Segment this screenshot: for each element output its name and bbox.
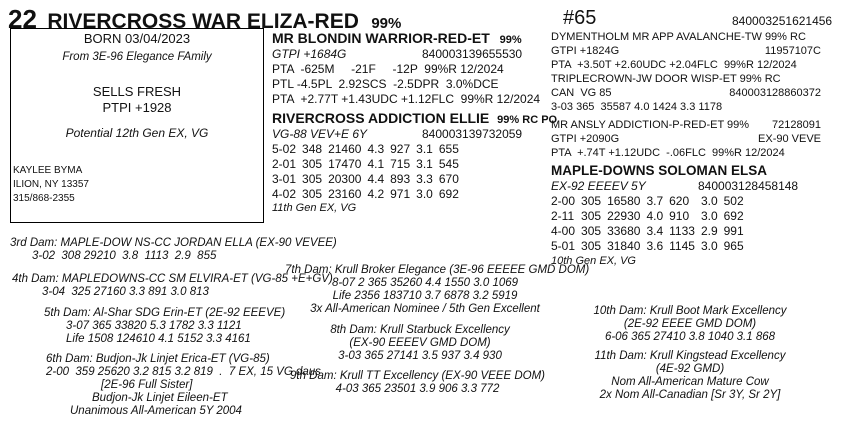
record-cell: 21460 xyxy=(328,142,362,156)
record-cell: 348 xyxy=(302,142,323,156)
record-cell: 3.1 xyxy=(416,157,433,171)
sire-pta-line-1: PTA -625M -21F -12P 99%R 12/2024 xyxy=(272,62,504,76)
sire-gtpi: GTPI +1684G xyxy=(272,47,347,61)
eleventh-dam-classification: (4E-92 GMD) xyxy=(655,363,725,375)
record-cell: 2-11 xyxy=(551,209,575,223)
record-cell: 31840 xyxy=(607,239,641,253)
catalog-number: #65 xyxy=(563,7,597,29)
record-cell: 4-02 xyxy=(272,187,297,201)
animal-percent: 99% xyxy=(371,15,402,32)
eighth-dam-record: 3-03 365 27141 3.5 937 3.4 930 xyxy=(338,350,502,362)
record-cell: 305 xyxy=(302,157,323,171)
sire-of-sire-registration: 11957107C xyxy=(764,45,821,57)
tenth-dam-classification: (2E-92 EEEE GMD DOM) xyxy=(623,318,757,330)
potential-line: Potential 12th Gen EX, VG xyxy=(65,126,209,140)
record-cell: 4.2 xyxy=(367,187,385,201)
record-cell: 1145 xyxy=(669,239,695,253)
fifth-dam-lifetime: Life 1508 124610 4.1 5152 3.3 4161 xyxy=(66,333,251,345)
record-cell: 305 xyxy=(581,209,602,223)
dam-of-sire-name: TRIPLECROWN-JW DOOR WISP-ET xyxy=(551,73,737,85)
record-cell: 305 xyxy=(581,239,602,253)
tenth-dam-name: 10th Dam: Krull Boot Mark Excellency xyxy=(593,305,787,317)
sire-block xyxy=(272,30,540,107)
record-cell: 4.0 xyxy=(646,209,664,223)
dam-of-dam-generation: 10th Gen EX, VG xyxy=(551,255,636,267)
record-cell: 991 xyxy=(723,224,744,238)
record-cell: 1133 xyxy=(669,224,695,238)
sire-of-sire-gtpi: GTPI +1824G xyxy=(551,45,620,57)
dam-of-sire-classification: CAN VG 85 xyxy=(551,87,612,99)
record-cell: 502 xyxy=(723,194,744,208)
fifth-dam xyxy=(44,307,285,346)
consignor-info xyxy=(13,164,89,206)
eighth-dam-name: 8th Dam: Krull Starbuck Excellency xyxy=(330,324,510,336)
record-cell: 3.0 xyxy=(416,187,433,201)
third-dam-record: 3-02 308 29210 3.8 1113 2.9 855 xyxy=(32,250,217,262)
record-cell: 5-01 xyxy=(551,239,576,253)
lot-number: 22 xyxy=(8,4,37,34)
record-cell: 305 xyxy=(302,187,323,201)
sire-of-sire-pta: PTA +3.50T +2.60UDC +2.04FLC 99%R 12/2024 xyxy=(551,59,797,71)
sire-of-dam-suffix: 99% xyxy=(727,119,750,131)
record-cell: 4.4 xyxy=(367,172,385,186)
dam-name: RIVERCROSS ADDICTION ELLIE xyxy=(272,110,490,126)
record-cell: 715 xyxy=(390,157,411,171)
sire-of-sire-name: DYMENTHOLM MR APP AVALANCHE-TW xyxy=(551,31,762,43)
seventh-dam-honor: 3x All-American Nominee / 5th Gen Excellent xyxy=(310,303,540,315)
record-cell: 3.6 xyxy=(646,239,664,253)
record-cell: 20300 xyxy=(328,172,362,186)
third-dam-name: 3rd Dam: MAPLE-DOW NS-CC JORDAN ELLA (EX-90 VEVEE) xyxy=(10,237,337,249)
fifth-dam-name: 5th Dam: Al-Shar SDG Erin-ET (2E-92 EEEVE) xyxy=(44,307,286,319)
record-cell: 2.9 xyxy=(700,224,718,238)
dam-of-sire-suffix: 99% RC xyxy=(739,73,781,85)
seventh-dam xyxy=(285,264,590,316)
record-row xyxy=(272,172,465,187)
tenth-dam xyxy=(580,305,800,344)
sire-of-dam-name: MR ANSLY ADDICTION-P-RED-ET xyxy=(551,119,724,131)
sire-name: MR BLONDIN WARRIOR-RED-ET xyxy=(272,30,490,46)
record-cell: 971 xyxy=(390,187,411,201)
fourth-dam-name: 4th Dam: MAPLEDOWNS-CC SM ELVIRA-ET (VG-85 +E+GV) xyxy=(12,273,333,285)
record-cell: 3.7 xyxy=(646,194,664,208)
third-dam xyxy=(10,237,337,263)
seventh-dam-name: 7th Dam: Krull Broker Elegance (3E-96 EEEEE GMD DOM) xyxy=(285,264,590,276)
record-cell: 305 xyxy=(581,194,602,208)
seventh-dam-record: 8-07 2 365 35260 4.4 1550 3.0 1069 xyxy=(331,277,519,289)
sixth-dam-full-sister-label: [2E-96 Full Sister] xyxy=(101,379,193,391)
consignor-phone: 315/868-2355 xyxy=(13,193,75,204)
record-cell: 33680 xyxy=(607,224,641,238)
eighth-dam xyxy=(295,324,545,363)
dam-registration: 840003139732059 xyxy=(422,127,523,141)
ninth-dam-name: 9th Dam: Krull TT Excellency (EX-90 VEEE DOM) xyxy=(290,370,545,382)
record-cell: 692 xyxy=(723,209,744,223)
record-row xyxy=(551,194,750,209)
record-cell: 927 xyxy=(390,142,411,156)
eleventh-dam-name: 11th Dam: Krull Kingstead Excellency xyxy=(594,350,786,362)
sixth-dam-record: 2-00 359 25620 3.2 815 3.2 819 . 7 EX, 15 VG daus xyxy=(46,366,321,378)
lot-info-box xyxy=(10,28,264,223)
family-line: From 3E-96 Elegance FAmily xyxy=(62,51,212,63)
record-cell: 16580 xyxy=(607,194,641,208)
record-row xyxy=(272,157,465,172)
record-row xyxy=(272,187,465,202)
eleventh-dam xyxy=(580,350,800,402)
fifth-dam-record: 3-07 365 33820 5.3 1782 3.3 1121 xyxy=(66,320,242,332)
ptpi-value: PTPI +1928 xyxy=(102,100,172,115)
sire-registration: 840003139655530 xyxy=(422,47,523,61)
record-cell: 4-00 xyxy=(551,224,576,238)
born-date: BORN 03/04/2023 xyxy=(83,31,191,46)
sire-pta-line-2: PTL -4.5PL 2.92SCS -2.5DPR 3.0%DCE xyxy=(272,77,499,91)
record-cell: 620 xyxy=(669,194,690,208)
record-cell: 5-02 xyxy=(272,142,297,156)
dam-of-dam-records-table xyxy=(551,194,750,254)
record-row xyxy=(272,142,465,157)
record-cell: 3.0 xyxy=(700,194,718,208)
record-cell: 3.1 xyxy=(416,142,433,156)
right-pedigree xyxy=(551,30,847,268)
ninth-dam-record: 4-03 365 23501 3.9 906 3.3 772 xyxy=(335,383,500,395)
sire-of-dam-gtpi: GTPI +2090G xyxy=(551,133,620,145)
sire-of-dam-classification: EX-90 VEVE xyxy=(758,133,821,145)
record-cell: 305 xyxy=(302,172,323,186)
tenth-dam-record: 6-06 365 27410 3.8 1040 3.1 868 xyxy=(604,331,776,343)
animal-name: RIVERCROSS WAR ELIZA-RED xyxy=(47,10,359,33)
dam-of-dam-name: MAPLE-DOWNS SOLOMAN ELSA xyxy=(551,163,767,178)
consignor-name: KAYLEE BYMA xyxy=(13,165,83,176)
record-cell: 4.3 xyxy=(367,142,385,156)
registration-number: 840003251621456 xyxy=(732,14,833,28)
dam-of-sire-registration: 840003128860372 xyxy=(729,87,821,99)
sixth-dam-honor: Unanimous All-American 5Y 2004 xyxy=(70,405,242,417)
record-cell: 655 xyxy=(438,142,459,156)
record-cell: 4.1 xyxy=(367,157,385,171)
sale-status: SELLS FRESH xyxy=(92,84,182,99)
sire-of-dam-registration: 72128091 xyxy=(772,119,821,131)
sixth-dam xyxy=(46,353,321,418)
record-cell: 670 xyxy=(438,172,459,186)
record-row xyxy=(551,239,750,254)
record-cell: 893 xyxy=(390,172,411,186)
record-cell: 17470 xyxy=(328,157,362,171)
dam-suffix: 99% RC PO xyxy=(497,114,558,126)
dam-of-dam-registration: 840003128458148 xyxy=(698,179,799,193)
dam-records-table xyxy=(272,142,465,202)
record-cell: 3.3 xyxy=(416,172,433,186)
record-cell: 23160 xyxy=(328,187,362,201)
record-cell: 3.0 xyxy=(700,239,718,253)
eighth-dam-classification: (EX-90 EEEEV GMD DOM) xyxy=(349,337,491,349)
sire-of-dam-pta: PTA +.74T +1.12UDC -.06FLC 99%R 12/2024 xyxy=(551,147,785,159)
sixth-dam-full-sister-name: Budjon-Jk Linjet Eileen-ET xyxy=(92,392,228,404)
record-row xyxy=(551,224,750,239)
record-cell: 2-01 xyxy=(272,157,297,171)
record-cell: 3.0 xyxy=(700,209,718,223)
dam-block xyxy=(272,110,557,214)
sire-of-sire-suffix: 99% RC xyxy=(764,31,806,43)
record-cell: 2-00 xyxy=(551,194,576,208)
eleventh-dam-honor-1: Nom All-American Mature Cow xyxy=(611,376,769,388)
dam-generation: 11th Gen EX, VG xyxy=(272,202,357,214)
dam-of-dam-classification: EX-92 EEEEV 5Y xyxy=(551,179,646,193)
eleventh-dam-honor-2: 2x Nom All-Canadian [Sr 3Y, Sr 2Y] xyxy=(599,389,781,401)
sire-percent: 99% xyxy=(499,34,522,46)
fourth-dam-record: 3-04 325 27160 3.3 891 3.0 813 xyxy=(42,286,209,298)
dam-of-sire-record: 3-03 365 35587 4.0 1424 3.3 1178 xyxy=(551,101,723,113)
ninth-dam xyxy=(290,370,545,396)
record-cell: 3.4 xyxy=(646,224,664,238)
record-cell: 305 xyxy=(581,224,602,238)
record-cell: 910 xyxy=(669,209,690,223)
seventh-dam-lifetime: Life 2356 183710 3.7 6878 3.2 5919 xyxy=(332,290,518,302)
sire-pta-line-3: PTA +2.77T +1.43UDC +1.12FLC 99%R 12/2024 xyxy=(272,92,541,106)
dam-classification: VG-88 VEV+E 6Y xyxy=(272,127,368,141)
record-cell: 692 xyxy=(438,187,459,201)
record-cell: 3-01 xyxy=(272,172,297,186)
record-row xyxy=(551,209,750,224)
record-cell: 965 xyxy=(723,239,744,253)
record-cell: 545 xyxy=(438,157,459,171)
sixth-dam-name: 6th Dam: Budjon-Jk Linjet Erica-ET (VG-85) xyxy=(46,353,270,365)
record-cell: 22930 xyxy=(607,209,641,223)
consignor-city: ILION, NY 13357 xyxy=(13,179,89,190)
